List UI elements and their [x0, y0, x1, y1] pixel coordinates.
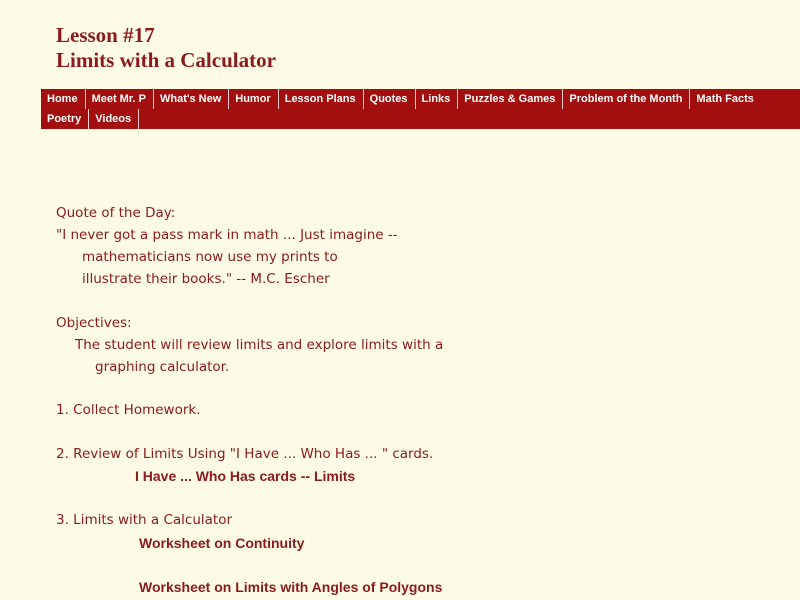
- quote-heading: Quote of the Day:: [56, 205, 176, 221]
- quote-line-3: illustrate their books." -- M.C. Escher: [82, 271, 330, 287]
- nav-bar: [41, 89, 800, 129]
- objectives-line-1: The student will review limits and explore limits with a: [75, 337, 444, 353]
- objectives-heading: Objectives:: [56, 315, 132, 331]
- quote-line-1: "I never got a pass mark in math ... Just imagine --: [56, 227, 398, 243]
- step-review-limits: 2. Review of Limits Using "I Have ... Who Has ... " cards.: [56, 446, 434, 462]
- nav-item-quotes[interactable]: Quotes: [364, 89, 416, 109]
- nav-item-humor[interactable]: Humor: [229, 89, 278, 109]
- nav-item-whats-new[interactable]: What's New: [154, 89, 229, 109]
- nav-item-poetry[interactable]: Poetry: [41, 109, 89, 129]
- nav-item-home[interactable]: Home: [41, 89, 86, 109]
- nav-item-videos[interactable]: Videos: [89, 109, 139, 129]
- nav-item-links[interactable]: Links: [416, 89, 459, 109]
- nav-item-lesson-plans[interactable]: Lesson Plans: [279, 89, 364, 109]
- nav-row-1: [41, 89, 761, 109]
- link-worksheet-continuity[interactable]: Worksheet on Continuity: [139, 535, 305, 551]
- link-worksheet-angles-polygons[interactable]: Worksheet on Limits with Angles of Polygons: [139, 579, 443, 595]
- objectives-line-2: graphing calculator.: [95, 359, 230, 375]
- nav-row-2: [41, 109, 139, 129]
- quote-line-2: mathematicians now use my prints to: [82, 249, 338, 265]
- nav-item-problem-of-the-month[interactable]: Problem of the Month: [563, 89, 690, 109]
- link-i-have-who-has-cards[interactable]: I Have ... Who Has cards -- Limits: [135, 468, 356, 484]
- lesson-title: Limits with a Calculator: [56, 48, 276, 72]
- step-collect-homework: 1. Collect Homework.: [56, 402, 201, 418]
- lesson-number: Lesson #17: [56, 23, 155, 47]
- nav-item-math-facts[interactable]: Math Facts: [696, 93, 754, 105]
- step-limits-calculator: 3. Limits with a Calculator: [56, 512, 233, 528]
- nav-item-meet-mr-p[interactable]: Meet Mr. P: [86, 89, 154, 109]
- nav-item-puzzles-games[interactable]: Puzzles & Games: [458, 89, 563, 109]
